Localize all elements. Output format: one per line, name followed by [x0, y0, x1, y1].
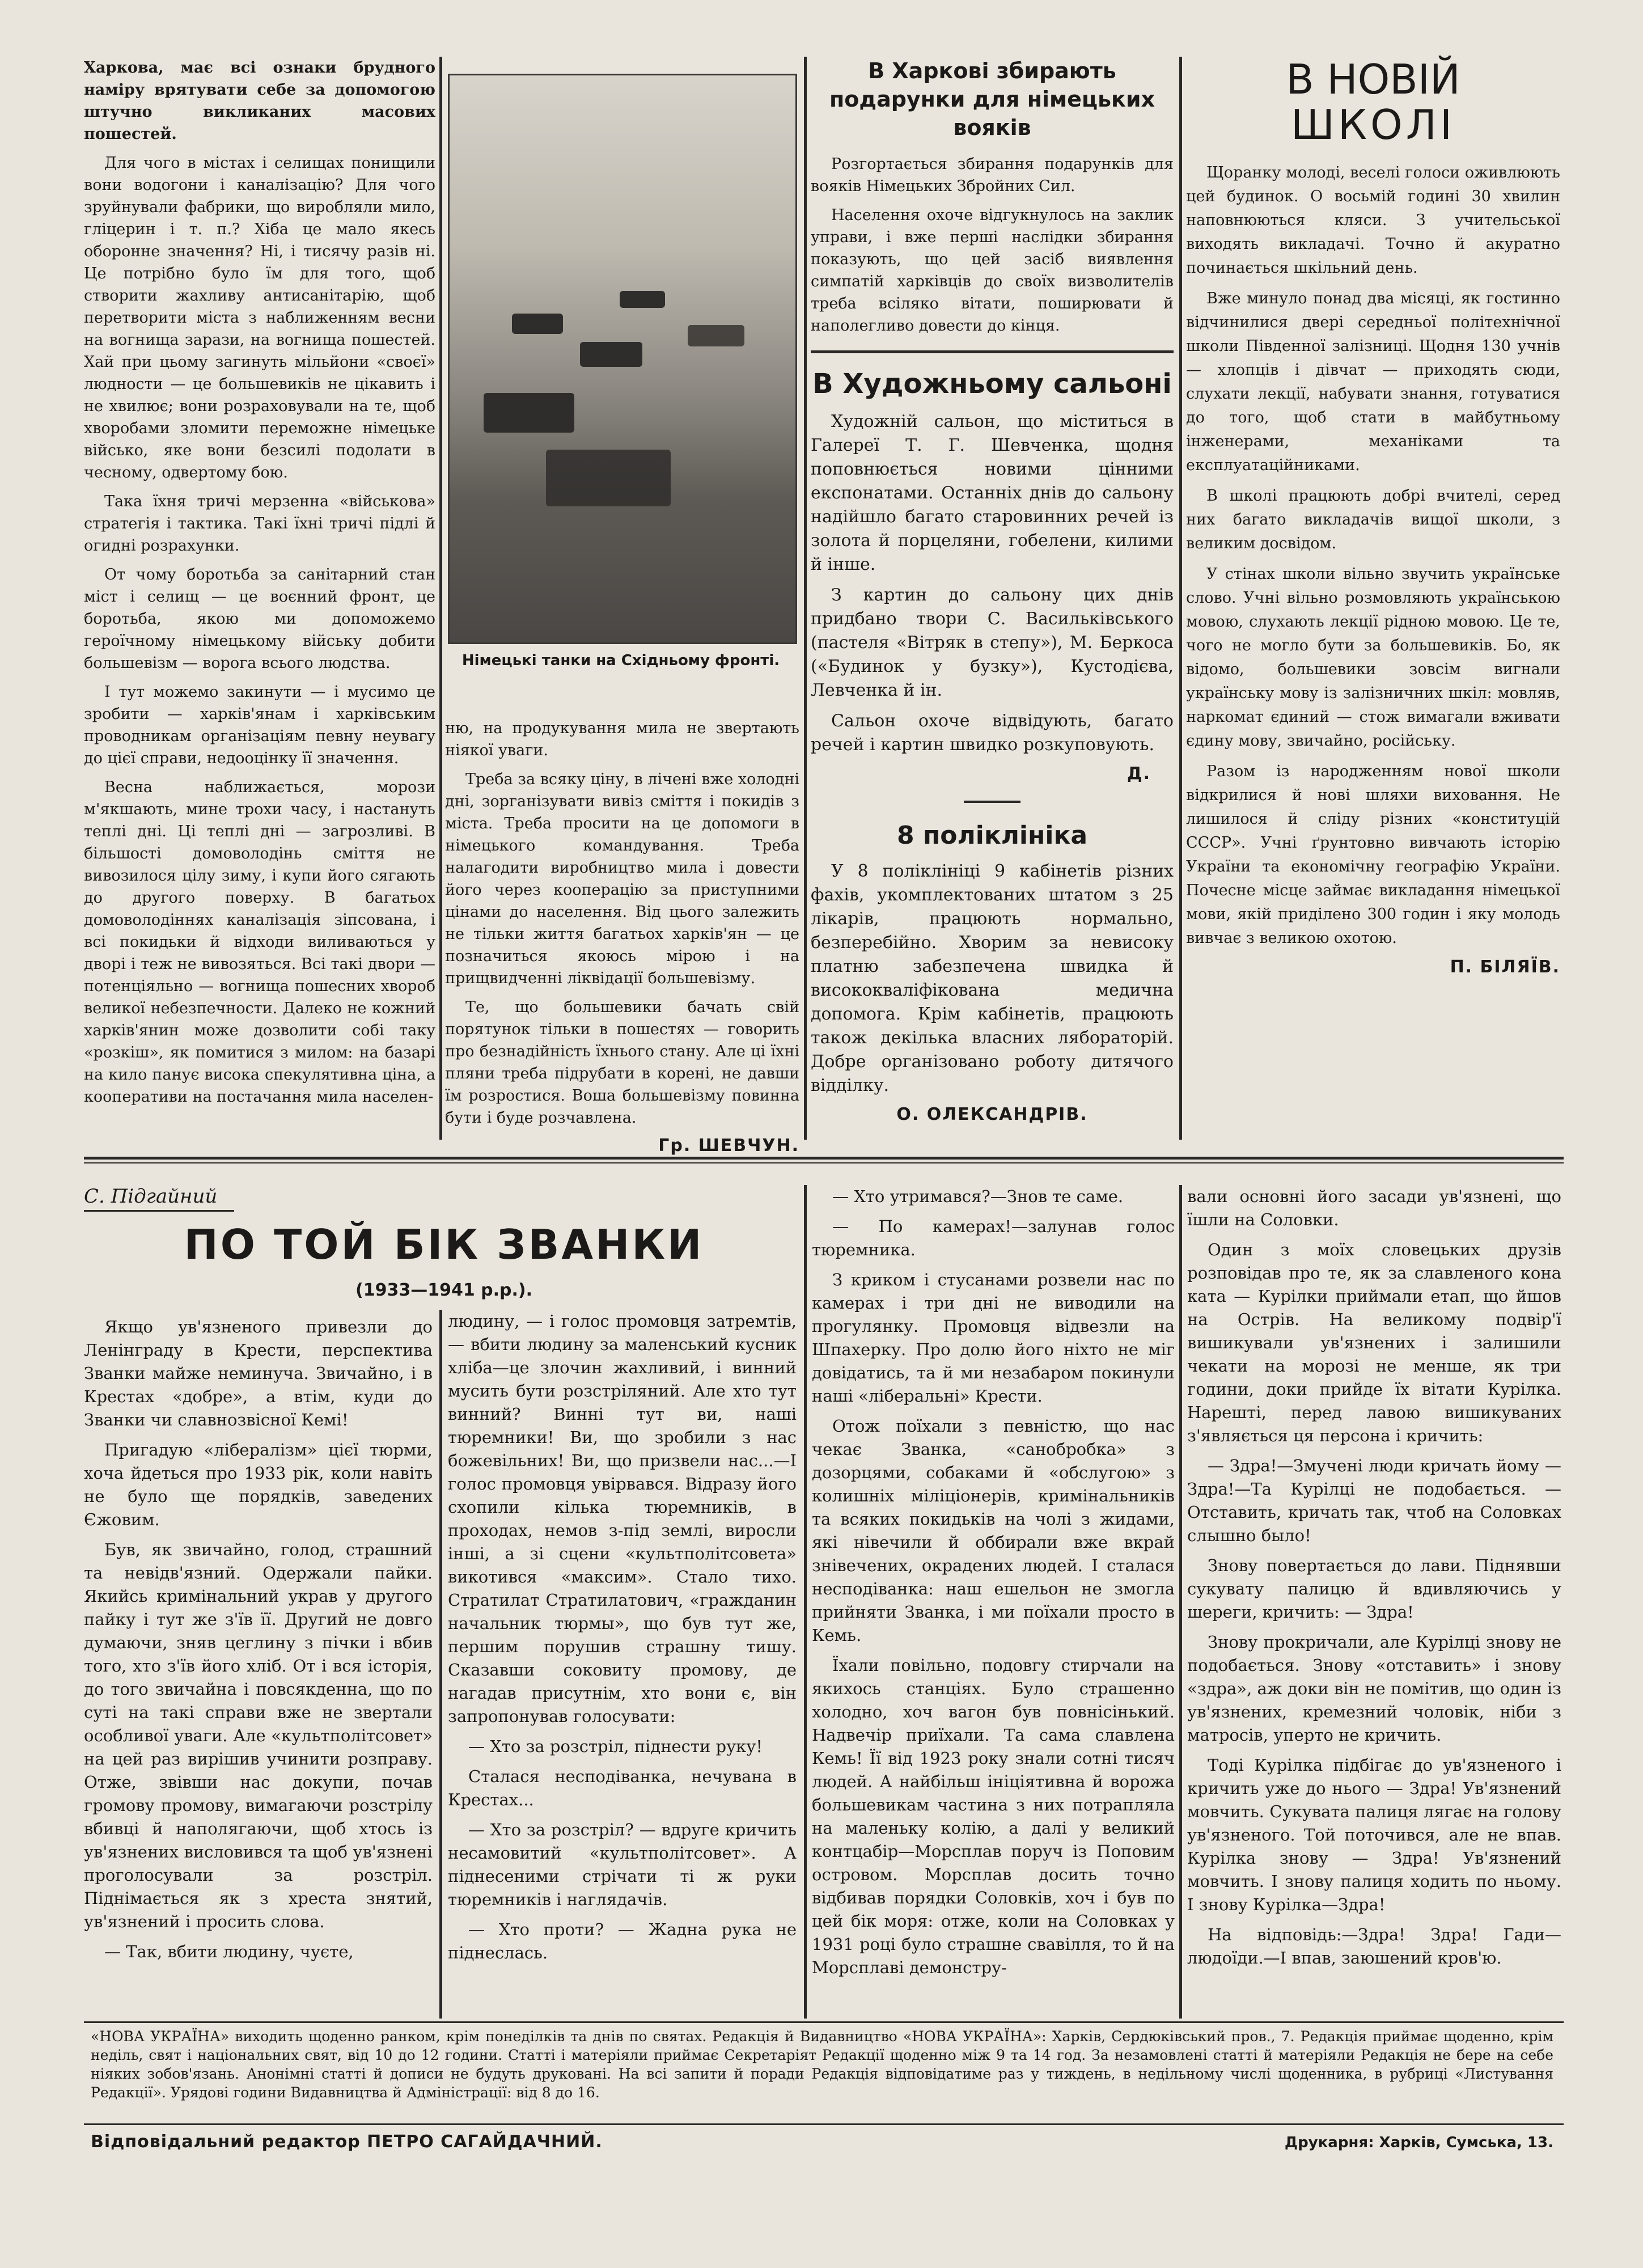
paragraph: Їхали повільно, подовгу стирчали на якихось станціях. Було страшенно холодно, хоч вагон був повнісінький. Надвечір приїхали. Та сама славлена Кемь! Її від 1923 року знали сотні тисяч людей. А найбільш ініціятивна й ворожа большевикам частина з них потрапляла на маленьку колію, а далі у великий контцабір—Морсплав поруч із Поповим островом. Морсплав досить точно відбивав порядки Соловків, хоч і був по цей бік моря: отже, коли на Соловках у 1931 році було страшне свавілля, то й на Морсплаві демонстру- [812, 1656, 1175, 1977]
section-divider-thin [84, 1162, 1564, 1163]
short-rule [964, 801, 1020, 803]
signature: Гр. ШЕВЧУН. [658, 1136, 799, 1156]
headline-school-line2: ШКОЛІ [1290, 101, 1456, 149]
paragraph: — По камерах!—залунав голос тюремника. [812, 1217, 1175, 1259]
paragraph: Отож поїхали з певністю, що нас чекає Званка, «санобробка» з дозорцями, собаками й «обслугою» з колишніх міліціонерів, кримінальників та всяких покидьків на чолі з жидами, які нівечили й оббирали вже вкрай знівечених, окрадених людей. І сталася несподіванка: наш ешельон не змогла прийняти Званка, і ми поїхали просто в Кемь. [812, 1416, 1175, 1645]
photo-caption: Німецькі танки на Східньому фронті. [461, 652, 780, 669]
paragraph: Був, як звичайно, голод, страшний та невідв'язний. Одержали пайки. Якийсь кримінальний украв у другого пайку і тут же з'їв її. Другий не довго думаючи, зняв цеглину з пічки і вбив того, хто з'їв його хліб. От і вся історія, до того звичайна і повсякденна, що по суті на такі справи вже не звертали особливої уваги. Але «культполітсовет» на цей раз вирішив учинити розправу. Отже, звівши нас докупи, почав громову промову, вимагаючи розстрілу вбивці й наполягаючи, щоб хтось із ув'язнених висловився та щоб ув'язнені проголосували за розстріл. Піднімається як з хреста знятий, ув'язнений і просить слова. [84, 1540, 433, 1931]
article-col4 [1187, 1185, 1561, 2019]
footer-rule-top [84, 2021, 1564, 2023]
paragraph: — Здра!—Змучені люди кричать йому — Здра!—Та Курілці не подобається. — Отставить, кричать так, чтоб на Соловках слышно было! [1187, 1456, 1561, 1545]
signature: О. ОЛЕКСАНДРІВ. [896, 1105, 1088, 1124]
signature: П. БІЛЯЇВ. [1450, 957, 1560, 977]
signature: Д. [1127, 764, 1151, 784]
headline-salon: В Художньому сальоні [812, 368, 1172, 400]
printing-house: Друкарня: Харків, Сумська, 13. [1284, 2134, 1553, 2151]
paragraph: — Хто за розстріл? — вдруге кричить несамовитий «культполітсовет». А піднесеними стрічати ті ж руки тюремників і наглядачів. [448, 1820, 797, 1909]
publication-notice: «НОВА УКРАЇНА» виходить щоденно ранком, крім понеділків та днів по святах. Редакція й Видавництво «НОВА УКРАЇНА»: Харків, Сердюківський пров., 7. Редакція приймає щоденно, крім неділь, свят і національних свят, від 10 до 12 години. Статті і матеріяли приймає Секретаріят Редакції щоденно між 9 та 14 год. За незамовлені статті й матеріяли Редакція не бере на себе ніяких зобов'язань. Анонімні статті й дописи не будуть друковані. На всі запити й поради Редакція відповідатиме раз у тиждень, в недільному числі щоденника, в рубриці «Листування Редакції». Урядові години Видавництва й Адміністрації: від 8 до 16. [91, 2028, 1553, 2101]
column-divider [439, 57, 442, 1140]
paragraph: Харкова, має всі ознаки брудного наміру врятувати себе за допомогою штучно викликаних масових пошестей. [84, 59, 435, 143]
article-col3 [812, 1185, 1175, 2019]
headline-school-line1: В НОВІЙ [1286, 56, 1460, 103]
paragraph: У стінах школи вільно звучить українське слово. Учні вільно розмовляють українською мовою, слухають лекції рідною мовою. Це те, чого не могло бути за большевиків. Бо, як відомо, большевики зовсім вигнали українську мову із залізничних шкіл: мовляв, наркомат єдиний — стож вимагали вживати єдину мову, звичайно, російську. [1186, 565, 1560, 750]
paragraph: Знову повертається до лави. Піднявши сукувату палицю й вдивляючись у шереги, кричить: — Здра! [1187, 1556, 1561, 1622]
paragraph: вали основні його засади ув'язнені, що їшли на Соловки. [1187, 1187, 1561, 1229]
paragraph: Художній сальон, що міститься в Галереї Т. Г. Шевченка, щодня поповнюється новими цінними експонатами. Останніх днів до сальону надійшло багато старовинних речей із золота й порцеляни, гобелени, килими й інше. [811, 412, 1174, 574]
column-divider [1179, 1185, 1182, 2019]
paragraph: — Так, вбити людину, чуєте, [104, 1942, 354, 1961]
paragraph: Сталася несподіванка, нечувана в Крестах... [448, 1767, 797, 1809]
editor-line: Відповідальний редактор ПЕТРО САГАЙДАЧНИЙ. [91, 2132, 603, 2152]
article-continuation-col2 [445, 717, 799, 1156]
column-divider [439, 1310, 442, 2019]
paragraph: Разом із народженням нової школи відкрилися й нові шляхи виховання. Не лишилося й сліду різних «конституцій СССР». Учні ґрунтовно вивчають історію України та економічну географію України. Почесне місце займає викладання німецької мови, якій приділено 300 годин і яку молодь вивчає з великою охотою. [1186, 763, 1560, 947]
paragraph: ню, на продукування мила не звертають ніякої уваги. [445, 720, 799, 759]
paragraph: Така їхня тричі мерзенна «військова» стратегія і тактика. Такі їхні тричі підлі й огидні розрахунки. [84, 493, 435, 555]
paragraph: Треба за всяку ціну, в лічені вже холодні дні, зорганізувати вивіз сміття і покидів з міста. Треба просити на це допомоги в німецького командування. Треба налагодити виробництво мила і довести його через кооперацію за приступними цінами до населення. Від цього залежить не тільки життя багатьох харків'ян — це позначиться якоюсь мірою і на прищвидченні ліквідації большевізму. [445, 771, 799, 987]
column-divider [804, 1185, 807, 2019]
school-article [1186, 57, 1560, 1140]
paragraph: Вже минуло понад два місяці, як гостинно відчинилися двері середньої політехнічної школи Південної залізниці. Щодня 130 учнів — хлопців і дівчат — приходять сюди, слухати лекції, набувати знання, готуватися до того, щоб стати в майбутньому інженерами, механіками та експлуатаційниками. [1186, 290, 1560, 474]
headline-clinic: 8 поліклініка [896, 821, 1088, 850]
paragraph: На відповідь:—Здра! Здра! Гади—людоїди.—І впав, заюшений кров'ю. [1187, 1925, 1561, 1967]
paragraph: Сальон охоче відвідують, багато речей і картин швидко розкуповують. [811, 711, 1174, 755]
paragraph: — Хто за розстріл, піднести руку! [468, 1737, 763, 1756]
headline-gifts: В Харкові збирають подарунки для німецьких вояків [829, 58, 1155, 140]
section-divider [84, 1157, 1564, 1160]
paragraph: — Хто утримався?—Знов те саме. [832, 1187, 1124, 1206]
paragraph: В школі працюють добрі вчителі, серед них багато викладачів вищої школи, з великим досвідом. [1186, 487, 1560, 552]
paragraph: У 8 поліклініці 9 кабінетів різних фахів, укомплектованих штатом з 25 лікарів, працюють нормально, безперебійно. Хворим за невисоку платню забезпечена швидка й висококваліфікована медична допомога. Крім кабінетів, працюють також декілька власних лябораторій. Добре організовано роботу дитячого відділку. [811, 861, 1174, 1095]
article-subtitle: (1933—1941 р.р.). [355, 1280, 532, 1300]
paragraph: Один з моїх словецьких друзів розповідав про те, як за славленого кона ката — Курілки приймали етап, що йшов на Острів. На великому подвір'ї вишикували ув'язнених і залишили чекати на морозі не менше, як три години, доки прийде їх вітати Курілка. Нарешті, перед лавою вишикуваних з'являється ця персона і кричить: [1187, 1240, 1561, 1445]
article-col1 [84, 1315, 433, 2024]
paragraph: Пригадую «лібералізм» цієї тюрми, хоча йдеться про 1933 рік, коли навіть не було ще порядків, заведених Єжовим. [84, 1440, 433, 1529]
author-byline: С. Підгайний [84, 1185, 234, 1212]
column-divider [804, 57, 807, 1140]
article-title: ПО ТОЙ БІК ЗВАНКИ [184, 1221, 704, 1268]
paragraph: Те, що большевики бачать свій порятунок тільки в пошестях — говорить про безнадійність їхнього стану. Але ці їхні пляни треба підрубати в корені, не давши їм розростися. Воша большевізму повинна бути і буде розчавлена. [445, 998, 799, 1127]
paragraph: людину, — і голос промовця затремтів, — вбити людину за маленський кусник хліба—це злочин жахливий, і винний мусить бути розстріляний. Але хто тут винний? Винні тут ви, наші тюремники! Ви, що зробили з нас божевільних! Ви, що призвели нас...—І голос промовця увірвався. Відразу його схопили кілька тюремників, в проходах, немов з-під землі, виросли інші, а зі сцени «культполітсовета» викотився «максим». Стало тихо. Стратилат Стратилатович, «гражданин начальник тюрмы», що був тут же, першим порушив страшну тишу. Сказавши соковиту промову, де нагадав присутнім, хто вони є, він запропонував голосувати: [448, 1311, 797, 1726]
paragraph: Якщо ув'язненого привезли до Ленінграду в Крести, перспектива Званки майже неминуча. Звичайно, і в Крестах «добре», а втім, куди до Званки чи славнозвісної Кемі! [84, 1317, 433, 1429]
paragraph: Знову прокричали, але Курілці знову не подобається. Знову «отставить» і знову «здра», аж доки він не помітив, що один із ув'язнених, кремезний чоловік, ніби з матросів, уперто не кричить. [1187, 1632, 1561, 1745]
paragraph: Населення охоче відгукнулось на заклик управи, і вже перші наслідки збирання показують, що цей засіб виявлення симпатій харківців до своїх визволителів треба всіляко вітати, поширювати й наполегливо довести до кінця. [811, 206, 1174, 335]
divider [811, 350, 1174, 353]
paragraph: От чому боротьба за санітарний стан міст і селищ — це воєнний фронт, це боротьба, якою ми допоможемо героїчному німецькому війську добити большевізм — ворога всього людства. [84, 566, 435, 672]
paragraph: Тоді Курілка підбігає до ув'язненого і кричить уже до нього — Здра! Ув'язнений мовчить. Сукувата палиця лягає на голову ув'язненого. Той поточився, але не впав. Курілка знову — Здра! Ув'язнений мовчить. І знову палиця ходить по ньому. І знову Курілка—Здра! [1187, 1755, 1561, 1914]
article-continuation-col1 [84, 57, 435, 1134]
paragraph: Весна наближається, морози м'якшають, мине трохи часу, і настануть теплі дні. Ці теплі дні — загрозливі. В більшості домоволодінь сміття не вивозилося цілу зиму, і купи його сягають до другого поверху. В багатьох домоволодіннях каналізація зіпсована, і всі покидьки й відходи виливаються у дворі і теж не вивозяться. Всі такі двори — потенціяльно — вогнища пошесних хвороб великої небезпечности. Далеко не кожний харків'янин може дозволити собі таку «розкіш», як помитися з милом: на базарі на кило панує висока спекулятивна ціна, а кооперативи на постачання мила населен- [84, 778, 435, 1106]
column-divider [1179, 57, 1182, 1140]
paragraph: З криком і стусанами розвели нас по камерах і три дні не виводили на прогулянку. Промовця відвезли на Шпахерку. Про долю його ніхто не міг довідатись, та й ми незабаром покинули наші «ліберальні» Крести. [812, 1270, 1175, 1406]
paragraph: — Хто проти? — Жадна рука не піднеслась. [448, 1920, 797, 1962]
paragraph: З картин до сальону цих днів придбано твори С. Васильківського (пастеля «Вітряк в степу»), М. Беркоса («Будинок у бузку»), Кустодієва, Левченка й ін. [811, 585, 1174, 700]
paragraph: І тут можемо закинути — і мусимо це зробити — харків'янам і харківським проводникам організаціям певну неувагу до цієї справи, недооцінку її значення. [84, 683, 435, 767]
paragraph: Для чого в містах і селищах понищили вони водогони і каналізацію? Для чого зруйнували фабрики, що виробляли мило, гліцерин і т. п.? Хіба це мало якесь оборонне значення? Ні, і тисячу разів ні. Це потрібно було їм для того, щоб створити жахливу антисанітарію, щоб перетворити міста з наближенням весни на вогнища зарази, на вогнища пошестей. Хай при цьому загинуть мільйони «своєї» людности — це большевиків не цікавить і не хвилює; вони розраховували на те, щоб хворобами зломити переможне німецьке військо, яке вони безсилі подолати в чесному, одвертому бою. [84, 154, 435, 481]
paragraph: Розгортається збирання подарунків для вояків Німецьких Збройних Сил. [811, 155, 1174, 195]
paragraph: Щоранку молоді, веселі голоси оживлюють цей будинок. О восьмій годині 30 хвилин наповнюються кляси. З учительської виходять викладачі. Точно й акуратно починається шкільний день. [1186, 164, 1560, 277]
article-col2 [448, 1310, 797, 2019]
news-column [811, 57, 1174, 1140]
tank-photo [448, 74, 797, 644]
footer-rule-bottom [84, 2123, 1564, 2125]
